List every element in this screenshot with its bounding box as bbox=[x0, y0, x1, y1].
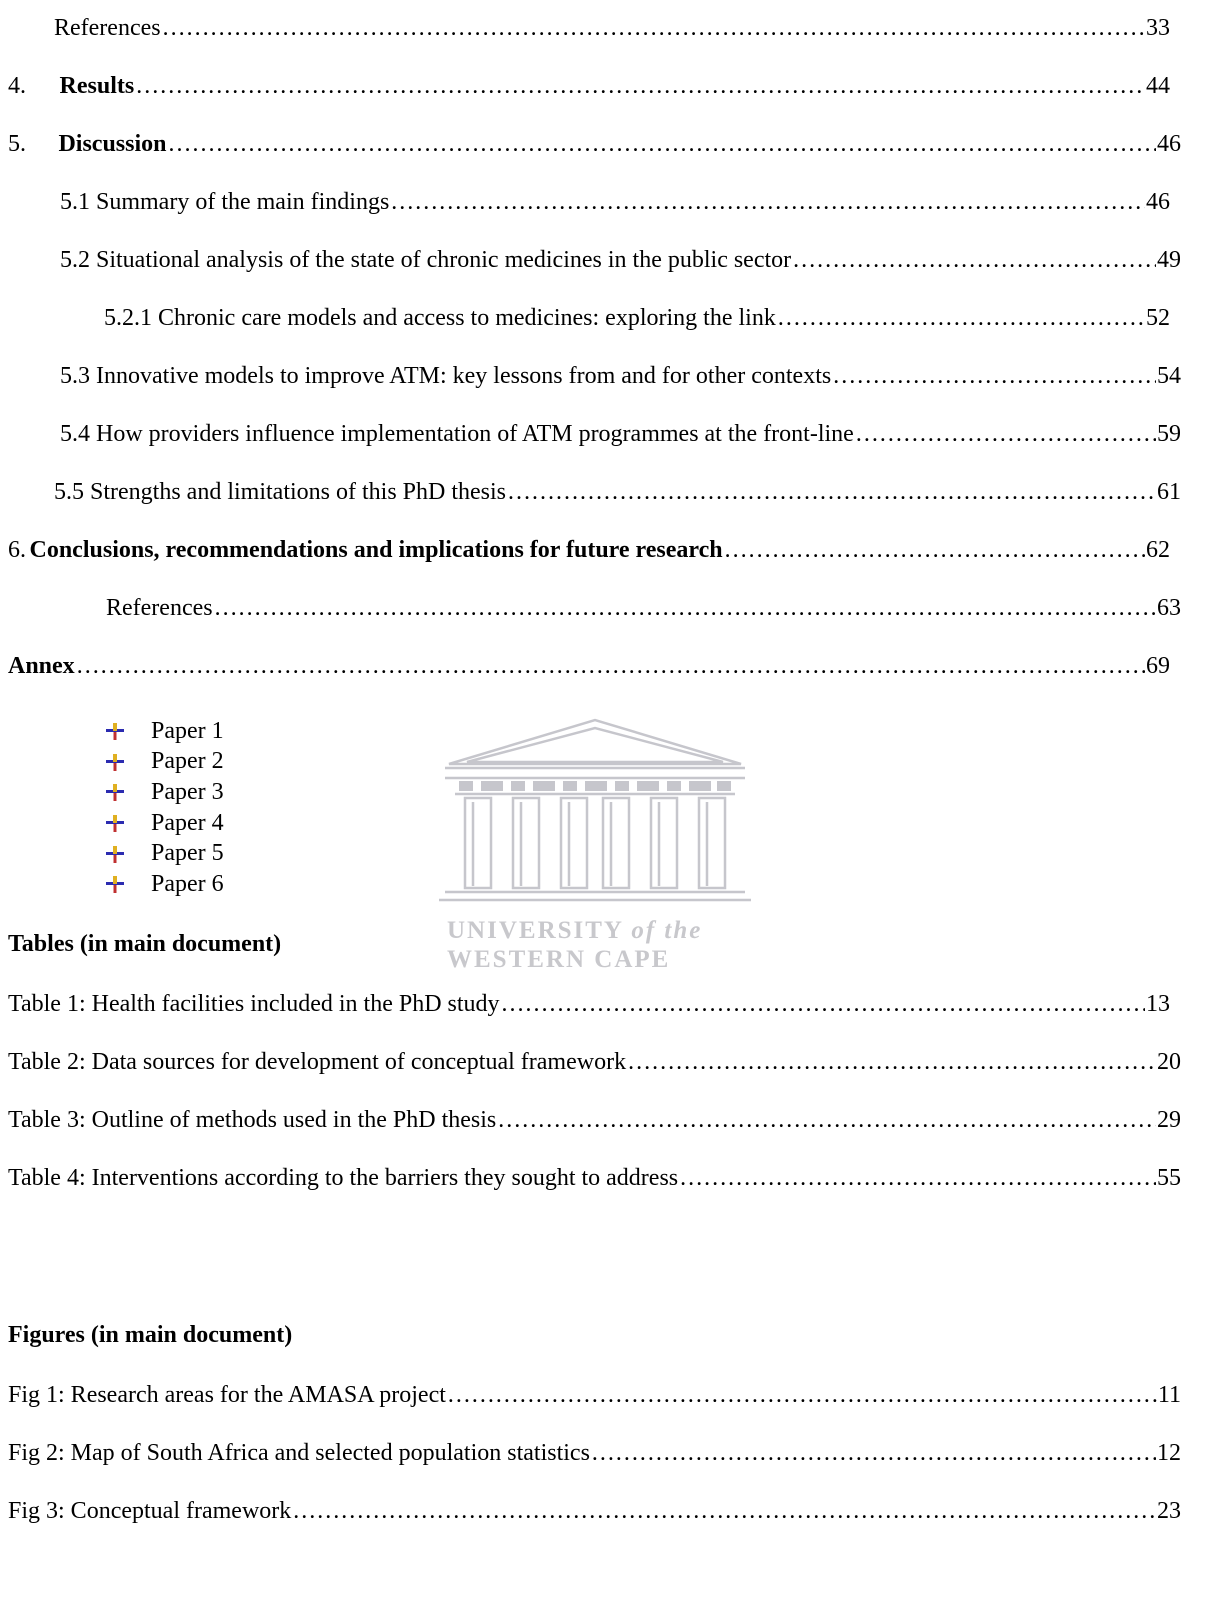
toc-entry-label: 5.1 Summary of the main findings bbox=[60, 189, 390, 215]
table-entry-2[interactable] bbox=[8, 1046, 1181, 1078]
toc-entry-label: Fig 2: Map of South Africa and selected population statistics bbox=[8, 1440, 590, 1466]
dot-leader bbox=[627, 1046, 1156, 1078]
list-item-label: Paper 2 bbox=[151, 748, 224, 775]
figure-entry-1[interactable] bbox=[8, 1379, 1181, 1411]
dot-leader bbox=[832, 360, 1156, 392]
toc-entry-label: Table 4: Interventions according to the barriers they sought to address bbox=[8, 1165, 679, 1191]
dot-leader bbox=[135, 70, 1145, 102]
dot-leader bbox=[591, 1437, 1156, 1469]
toc-entry-annex[interactable] bbox=[8, 650, 1170, 682]
list-item[interactable] bbox=[104, 838, 224, 869]
pin-bullet-icon bbox=[104, 873, 126, 895]
toc-entry-label: 5.5 Strengths and limitations of this PhD thesis bbox=[54, 479, 507, 505]
dot-leader bbox=[292, 1495, 1156, 1527]
list-item[interactable] bbox=[104, 808, 224, 839]
dot-leader bbox=[679, 1162, 1156, 1194]
toc-page-number: 44 bbox=[1146, 73, 1170, 99]
list-item-label: Paper 4 bbox=[151, 809, 224, 836]
table-entry-4[interactable] bbox=[8, 1162, 1181, 1194]
toc-page-number: 54 bbox=[1157, 363, 1181, 389]
toc-entry-number: 6. bbox=[8, 537, 26, 563]
toc-entry-5-1[interactable] bbox=[60, 186, 1170, 218]
toc-entry-number: 4. bbox=[8, 73, 26, 99]
dot-leader bbox=[855, 418, 1156, 450]
toc-entry-5-4[interactable] bbox=[60, 418, 1181, 450]
university-watermark-logo bbox=[437, 716, 753, 973]
toc-page-number: 46 bbox=[1157, 131, 1181, 157]
dot-leader bbox=[168, 128, 1157, 160]
toc-page-number: 46 bbox=[1146, 189, 1170, 215]
dot-leader bbox=[792, 244, 1156, 276]
list-item-label: Paper 6 bbox=[151, 870, 224, 897]
figures-heading: Figures (in main document) bbox=[8, 1322, 293, 1348]
dot-leader bbox=[162, 12, 1145, 44]
toc-entry-label: Annex bbox=[8, 653, 75, 679]
dot-leader bbox=[76, 650, 1145, 682]
watermark-line1-suffix: of the bbox=[631, 917, 703, 944]
watermark-line1: UNIVERSITY bbox=[447, 917, 624, 944]
dot-leader bbox=[390, 186, 1145, 218]
toc-entry-label: Discussion bbox=[58, 131, 167, 157]
toc-page-number: 52 bbox=[1146, 305, 1170, 331]
paper-list bbox=[104, 716, 224, 900]
pin-bullet-icon bbox=[104, 781, 126, 803]
pin-bullet-icon bbox=[104, 843, 126, 865]
toc-entry-label: References bbox=[54, 15, 161, 41]
list-item[interactable] bbox=[104, 777, 224, 808]
list-item-label: Paper 1 bbox=[151, 717, 224, 744]
list-item[interactable] bbox=[104, 869, 224, 900]
toc-page-number: 13 bbox=[1146, 991, 1170, 1017]
toc-entry-5-2[interactable] bbox=[60, 244, 1181, 276]
toc-page-number: 12 bbox=[1157, 1440, 1181, 1466]
dot-leader bbox=[777, 302, 1145, 334]
toc-entry-label: 5.2.1 Chronic care models and access to medicines: exploring the link bbox=[104, 305, 776, 331]
building-icon bbox=[437, 716, 753, 906]
toc-page-number: 29 bbox=[1157, 1107, 1181, 1133]
toc-page-number: 33 bbox=[1146, 15, 1170, 41]
pin-bullet-icon bbox=[104, 720, 126, 742]
toc-entry-results[interactable] bbox=[8, 70, 1170, 102]
toc-page-number: 20 bbox=[1157, 1049, 1181, 1075]
toc-entry-5-3[interactable] bbox=[60, 360, 1181, 392]
list-item-label: Paper 3 bbox=[151, 778, 224, 805]
toc-entry-label: Table 1: Health facilities included in the PhD study bbox=[8, 991, 500, 1017]
table-entry-1[interactable] bbox=[8, 988, 1170, 1020]
toc-entry-label: Table 3: Outline of methods used in the PhD thesis bbox=[8, 1107, 497, 1133]
toc-page-number: 62 bbox=[1146, 537, 1170, 563]
dot-leader bbox=[214, 592, 1156, 624]
toc-entry-references-1[interactable] bbox=[54, 12, 1170, 44]
toc-entry-label: Fig 1: Research areas for the AMASA project bbox=[8, 1382, 446, 1408]
toc-entry-label: Fig 3: Conceptual framework bbox=[8, 1498, 292, 1524]
watermark-line2: WESTERN CAPE bbox=[447, 946, 671, 973]
toc-entry-references-2[interactable] bbox=[106, 592, 1181, 624]
toc-page-number: 23 bbox=[1157, 1498, 1181, 1524]
list-item-label: Paper 5 bbox=[151, 840, 224, 867]
toc-entry-label: 5.3 Innovative models to improve ATM: key lessons from and for other contexts bbox=[60, 363, 832, 389]
toc-entry-conclusions[interactable] bbox=[8, 534, 1170, 566]
toc-entry-number: 5. bbox=[8, 131, 26, 157]
dot-leader bbox=[497, 1104, 1156, 1136]
list-item[interactable] bbox=[104, 716, 224, 747]
dot-leader bbox=[507, 476, 1156, 508]
toc-page-number: 55 bbox=[1157, 1165, 1181, 1191]
toc-entry-5-5[interactable] bbox=[54, 476, 1181, 508]
watermark-text bbox=[447, 916, 753, 974]
toc-entry-label: 5.4 How providers influence implementation of ATM programmes at the front-line bbox=[60, 421, 854, 447]
pin-bullet-icon bbox=[104, 812, 126, 834]
toc-entry-5-2-1[interactable] bbox=[104, 302, 1170, 334]
toc-page-number: 59 bbox=[1157, 421, 1181, 447]
toc-entry-discussion[interactable] bbox=[8, 128, 1181, 160]
dot-leader bbox=[724, 534, 1145, 566]
table-entry-3[interactable] bbox=[8, 1104, 1181, 1136]
toc-page-number: 11 bbox=[1157, 1382, 1181, 1408]
toc-page-number: 63 bbox=[1157, 595, 1181, 621]
list-item[interactable] bbox=[104, 747, 224, 778]
toc-page-number: 49 bbox=[1157, 247, 1181, 273]
tables-heading: Tables (in main document) bbox=[8, 931, 282, 957]
toc-entry-label: References bbox=[106, 595, 213, 621]
figure-entry-3[interactable] bbox=[8, 1495, 1181, 1527]
toc-entry-label: Results bbox=[59, 73, 135, 99]
toc-page-number: 61 bbox=[1157, 479, 1181, 505]
toc-entry-label: Conclusions, recommendations and implications for future research bbox=[29, 537, 723, 563]
toc-entry-label: Table 2: Data sources for development of conceptual framework bbox=[8, 1049, 627, 1075]
dot-leader bbox=[447, 1379, 1157, 1411]
figure-entry-2[interactable] bbox=[8, 1437, 1181, 1469]
toc-page-number: 69 bbox=[1146, 653, 1170, 679]
toc-entry-label: 5.2 Situational analysis of the state of chronic medicines in the public sector bbox=[60, 247, 792, 273]
pin-bullet-icon bbox=[104, 751, 126, 773]
dot-leader bbox=[501, 988, 1145, 1020]
